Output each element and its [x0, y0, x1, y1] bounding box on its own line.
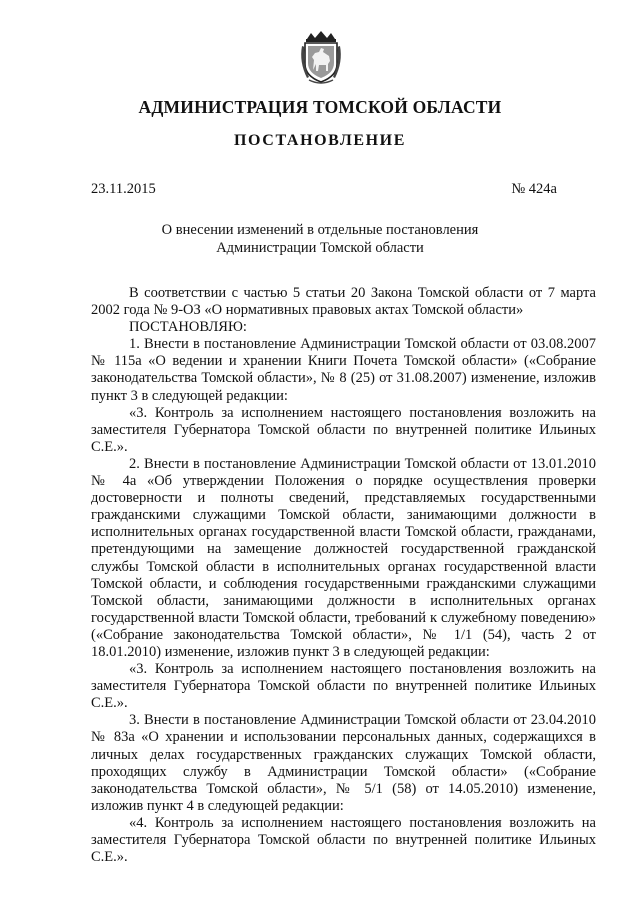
item-1-quote-paragraph: «3. Контроль за исполнением настоящего постановления возложить на заместителя Губернатора Томской области по внутренней политике Ильиных С.Е.». — [91, 404, 596, 455]
organization-title: АДМИНИСТРАЦИЯ ТОМСКОЙ ОБЛАСТИ — [138, 97, 502, 117]
document-date: 23.11.2015 — [91, 181, 156, 197]
document-type-heading: ПОСТАНОВЛЕНИЕ — [234, 132, 406, 149]
item-2-paragraph: 2. Внести в постановление Администрации Томской области от 13.01.2010 № 4а «Об утверждении Положения о порядке осуществления проверки достоверности и полноты сведений, представляемых государственными гражданскими служащими Томской области, занимающими должности в исполнительных органах государственной власти Томской области, гражданами, претендующими на замещение должностей государственной гражданской службы Томской области в исполнительных органах государственной власти Томской области, и соблюдения государственными гражданскими служащими Томской области, занимающими должности в исполнительных органах государственной власти Томской области, требований к служебному поведению» («Собрание законодательства Томской области», № 1/1 (54), часть 2 от 18.01.2010) изменение, изложив пункт 3 в следующей редакции: — [91, 455, 596, 660]
item-3-paragraph: 3. Внести в постановление Администрации Томской области от 23.04.2010 № 83а «О хранении и использовании персональных данных, содержащихся в личных делах государственных гражданских служащих Томской области, проходящих службу в Администрации Томской области» («Собрание законодательства Томской области», № 5/1 (58) от 14.05.2010) изменение, изложив пункт 4 в следующей редакции: — [91, 712, 596, 814]
document-body — [91, 285, 596, 866]
resolve-line: ПОСТАНОВЛЯЮ: — [129, 319, 247, 336]
item-2-quote-paragraph: «3. Контроль за исполнением настоящего постановления возложить на заместителя Губернатора Томской области по внутренней политике Ильиных С.Е.». — [91, 661, 596, 712]
item-1-paragraph: 1. Внести в постановление Администрации Томской области от 03.08.2007 № 115а «О ведении и хранении Книги Почета Томской области» («Собрание законодательства Томской области», № 8 (25) от 31.08.2007) изменение, изложив пункт 3 в следующей редакции: — [91, 336, 596, 404]
subject-line: О внесении изменений в отдельные постановления — [161, 222, 479, 238]
document-number: № 424а — [511, 181, 557, 197]
item-3-quote-paragraph: «4. Контроль за исполнением настоящего постановления возложить на заместителя Губернатора Томской области по внутренней политике Ильиных С.Е.». — [91, 814, 596, 866]
subject-line: Администрации Томской области — [216, 240, 424, 256]
document-subject — [0, 221, 640, 257]
preamble-paragraph: В соответствии с частью 5 статьи 20 Закона Томской области от 7 марта 2002 года № 9-ОЗ «О нормативных правовых актах Томской области» — [91, 285, 596, 319]
tomsk-oblast-coat-of-arms-icon — [299, 30, 343, 86]
